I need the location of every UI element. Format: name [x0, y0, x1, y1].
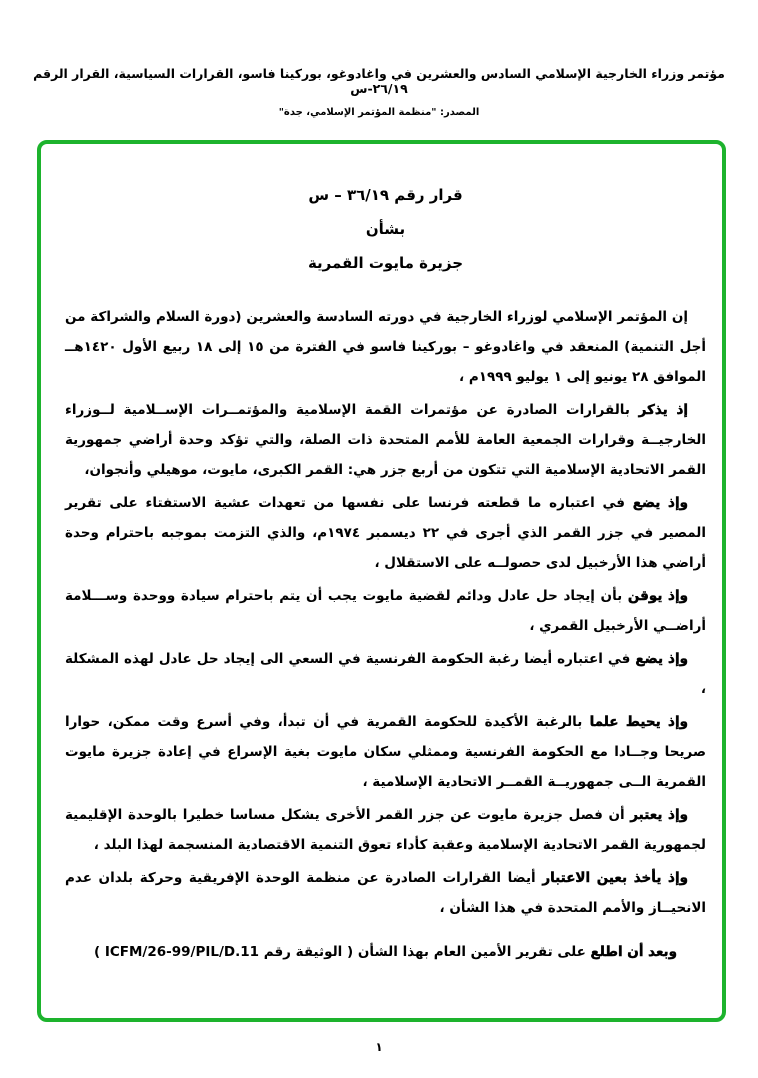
paragraph-text: بأن إيجاد حل عادل ودائم لقضية مايوت يجب أن يتم باحترام سيادة ووحدة وســـلامة أراضــي الأرخبيل القمري ،	[65, 588, 706, 634]
paragraph-lead: وإذ يحيط علما	[589, 714, 688, 730]
paragraph-convinced	[65, 581, 706, 641]
paragraph-text: على تقرير الأمين العام بهذا الشأن ( الوثيقة رقم ICFM/26-99/PIL/D.11 )	[93, 944, 591, 960]
resolution-regarding-line: بشأن	[365, 220, 406, 238]
paragraph-lead: وإذ يأخذ بعين الاعتبار	[542, 870, 688, 886]
document-header	[0, 66, 758, 118]
paragraph-recalling	[65, 395, 706, 485]
paragraph-considering-france	[65, 488, 706, 578]
paragraph-text: إن المؤتمر الإسلامي لوزراء الخارجية في دورته السادسة والعشرين (دورة السلام والشراكة من أجل التنمية) المنعقد في واغادوغو – بوركينا فاسو في الفترة من ١٥ إلى ١٨ ربيع الأول ١٤٢٠هــ الموافق ٢٨ يونيو إلى ١ يوليو ١٩٩٩م ،	[65, 309, 706, 385]
header-publisher-line: المصدر: "منظمة المؤتمر الإسلامي، جدة"	[278, 107, 480, 118]
paragraph-preamble	[65, 302, 706, 392]
paragraph-lead: وإذ يوقن	[627, 588, 688, 604]
page-number: ١	[375, 1040, 383, 1054]
paragraph-taking-note	[65, 707, 706, 797]
paragraph-considering-french-govt	[65, 644, 706, 704]
resolution-subject-line: جزيرة مايوت القمرية	[307, 254, 464, 272]
resolution-number-line: قرار رقم ٣٦/١٩ – س	[308, 186, 463, 204]
paragraph-text: أيضا القرارات الصادرة عن منظمة الوحدة الإفريقية وحركة بلدان عدم الانحيــاز والأمم المتحدة في هذا الشأن ،	[65, 870, 706, 916]
paragraph-considering-separation	[65, 800, 706, 860]
paragraph-sg-report	[65, 937, 706, 967]
resolution-title	[65, 178, 706, 280]
paragraph-lead: وإذ يضع	[632, 495, 688, 511]
paragraph-lead: وإذ يضع	[635, 651, 688, 667]
paragraph-lead: وبعد أن اطلع	[590, 944, 678, 960]
paragraph-text: في اعتباره أيضا رغبة الحكومة الفرنسية في السعي الى إيجاد حل عادل لهذه المشكلة ،	[65, 651, 706, 697]
paragraph-text: بالقرارات الصادرة عن مؤتمرات القمة الإسلامية والمؤتمــرات الإســلامية لــوزراء الخارجيــة وقرارات الجمعية العامة للأمم المتحدة ذات الصلة، والتي تؤكد وحدة أراضي جمهورية القمر الاتحادية الإسلامية التي تتكون من أربع جزر هي: القمر الكبرى، مايوت، موهيلي وأنجوان،	[65, 402, 706, 478]
header-source-line: مؤتمر وزراء الخارجية الإسلامي السادس والعشرين في واغادوغو، بوركينا فاسو، القرارات السياسية، القرار الرقم ٢٦/١٩-س	[33, 66, 725, 96]
paragraph-lead: إذ يذكر	[638, 402, 688, 418]
resolution-body	[65, 302, 706, 967]
paragraph-taking-into-account	[65, 863, 706, 923]
paragraph-text: بالرغبة الأكيدة للحكومة القمرية في أن تبدأ، وفي أسرع وقت ممكن، حوارا صريحا وجــادا مع الحكومة الفرنسية وممثلي سكان مايوت بغية الإسراع في إعادة جزيرة مايوت القمرية الــى جمهوريــة القمــر الاتحادية الإسلامية ،	[65, 714, 706, 790]
paragraph-text: أن فصل جزيرة مايوت عن جزر القمر الأخرى يشكل مساسا خطيرا بالوحدة الإقليمية لجمهورية القمر الاتحادية الإسلامية وعقبة كأداء تعوق التنمية الاقتصادية المنسجمة لهذا البلد ،	[65, 807, 706, 853]
resolution-frame	[37, 140, 726, 1022]
paragraph-lead: وإذ يعتبر	[630, 807, 688, 823]
paragraph-text: في اعتباره ما قطعته فرنسا على نفسها من تعهدات عشية الاستفتاء على تقرير المصير في جزر القمر الذي أجرى في ٢٢ ديسمبر ١٩٧٤م، والذي التزمت بموجبه باحترام وحدة أراضي هذا الأرخبيل لدى حصولــه على الاستقلال ،	[65, 495, 707, 571]
